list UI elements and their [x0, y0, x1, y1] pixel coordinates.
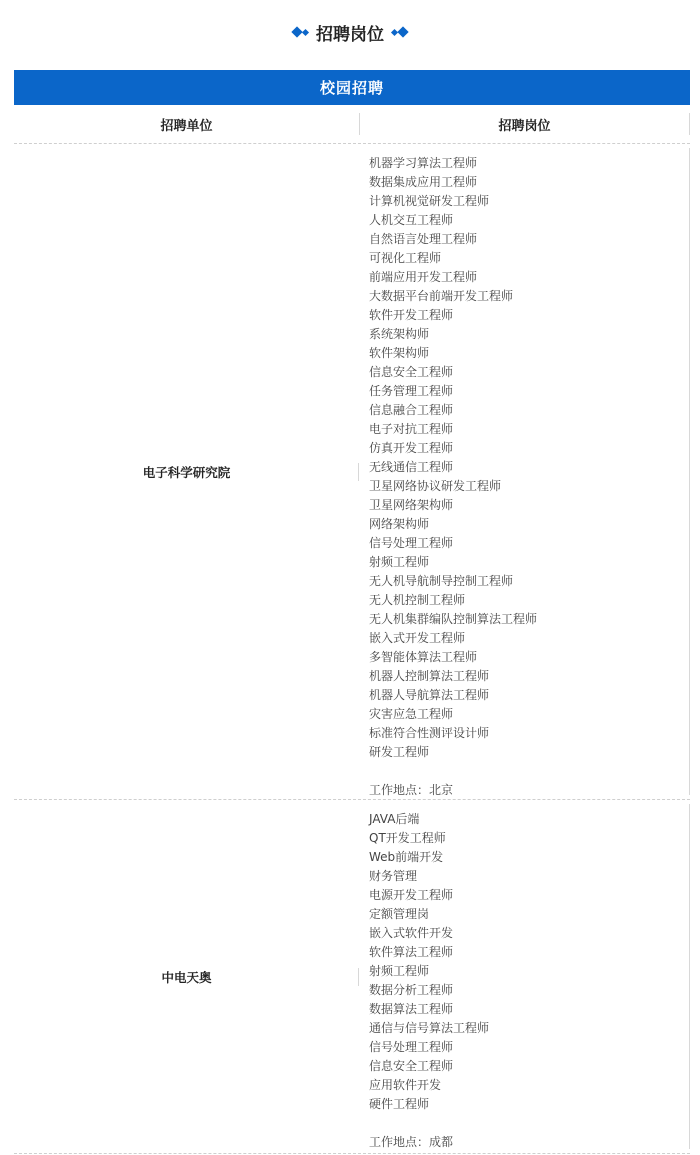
page-header: [0, 0, 700, 64]
position-item: 机器学习算法工程师: [369, 156, 478, 170]
position-item: Web前端开发: [369, 850, 444, 864]
position-item: 电子对抗工程师: [369, 422, 454, 436]
position-item: 标准符合性测评设计师: [369, 726, 490, 740]
position-item: 通信与信号算法工程师: [369, 1021, 490, 1035]
position-item: 无人机集群编队控制算法工程师: [369, 612, 538, 626]
position-item: 灾害应急工程师: [369, 707, 454, 721]
unit-name: 电子科学研究院: [14, 144, 359, 799]
position-item: 软件算法工程师: [369, 945, 454, 959]
position-item: 数据分析工程师: [369, 983, 454, 997]
position-item: 人机交互工程师: [369, 213, 454, 227]
position-item: 信息融合工程师: [369, 403, 454, 417]
position-item: 系统架构师: [369, 327, 430, 341]
position-item: 信息安全工程师: [369, 365, 454, 379]
table-row: [14, 800, 690, 1154]
position-item: 信号处理工程师: [369, 1040, 454, 1054]
header-positions: 招聘岗位: [360, 113, 690, 135]
position-item: 可视化工程师: [369, 251, 442, 265]
position-item: 自然语言处理工程师: [369, 232, 478, 246]
position-item: 财务管理: [369, 869, 418, 883]
position-item: 嵌入式开发工程师: [369, 631, 466, 645]
position-item: 仿真开发工程师: [369, 441, 454, 455]
position-item: 网络架构师: [369, 517, 430, 531]
position-item: 定额管理岗: [369, 907, 430, 921]
position-item: 信息安全工程师: [369, 1059, 454, 1073]
position-item: 机器人导航算法工程师: [369, 688, 490, 702]
table-header: [14, 105, 690, 144]
position-item: 研发工程师: [369, 745, 430, 759]
recruitment-table: [14, 70, 690, 1154]
position-item: 卫星网络协议研发工程师: [369, 479, 502, 493]
position-item: 嵌入式软件开发: [369, 926, 454, 940]
positions-list: [359, 804, 690, 1149]
position-item: 大数据平台前端开发工程师: [369, 289, 514, 303]
position-item: 前端应用开发工程师: [369, 270, 478, 284]
position-item: 信号处理工程师: [369, 536, 454, 550]
position-item: 无人机控制工程师: [369, 593, 466, 607]
position-item: 射频工程师: [369, 964, 430, 978]
position-item: QT开发工程师: [369, 831, 446, 845]
work-location: 工作地点：北京: [369, 783, 454, 797]
position-item: 任务管理工程师: [369, 384, 454, 398]
position-item: 数据集成应用工程师: [369, 175, 478, 189]
position-item: 无线通信工程师: [369, 460, 454, 474]
position-item: 数据算法工程师: [369, 1002, 454, 1016]
table-banner: 校园招聘: [14, 70, 690, 105]
position-item: 计算机视觉研发工程师: [369, 194, 490, 208]
position-item: 多智能体算法工程师: [369, 650, 478, 664]
position-item: 应用软件开发: [369, 1078, 442, 1092]
position-item: 硬件工程师: [369, 1097, 430, 1111]
position-item: 射频工程师: [369, 555, 430, 569]
table-row: [14, 144, 690, 800]
unit-name: 中电天奥: [14, 800, 359, 1153]
position-item: 软件开发工程师: [369, 308, 454, 322]
work-location: 工作地点：成都: [369, 1135, 454, 1149]
page-title-text: 招聘岗位: [316, 24, 384, 45]
position-item: JAVA后端: [369, 812, 420, 826]
positions-list: [359, 148, 690, 795]
position-item: 电源开发工程师: [369, 888, 454, 902]
page-title: [293, 20, 407, 45]
position-item: 卫星网络架构师: [369, 498, 454, 512]
diamond-left-icon: [293, 28, 308, 36]
position-item: 无人机导航制导控制工程师: [369, 574, 514, 588]
position-item: 软件架构师: [369, 346, 430, 360]
header-unit: 招聘单位: [14, 113, 360, 135]
diamond-right-icon: [392, 28, 407, 36]
position-item: 机器人控制算法工程师: [369, 669, 490, 683]
